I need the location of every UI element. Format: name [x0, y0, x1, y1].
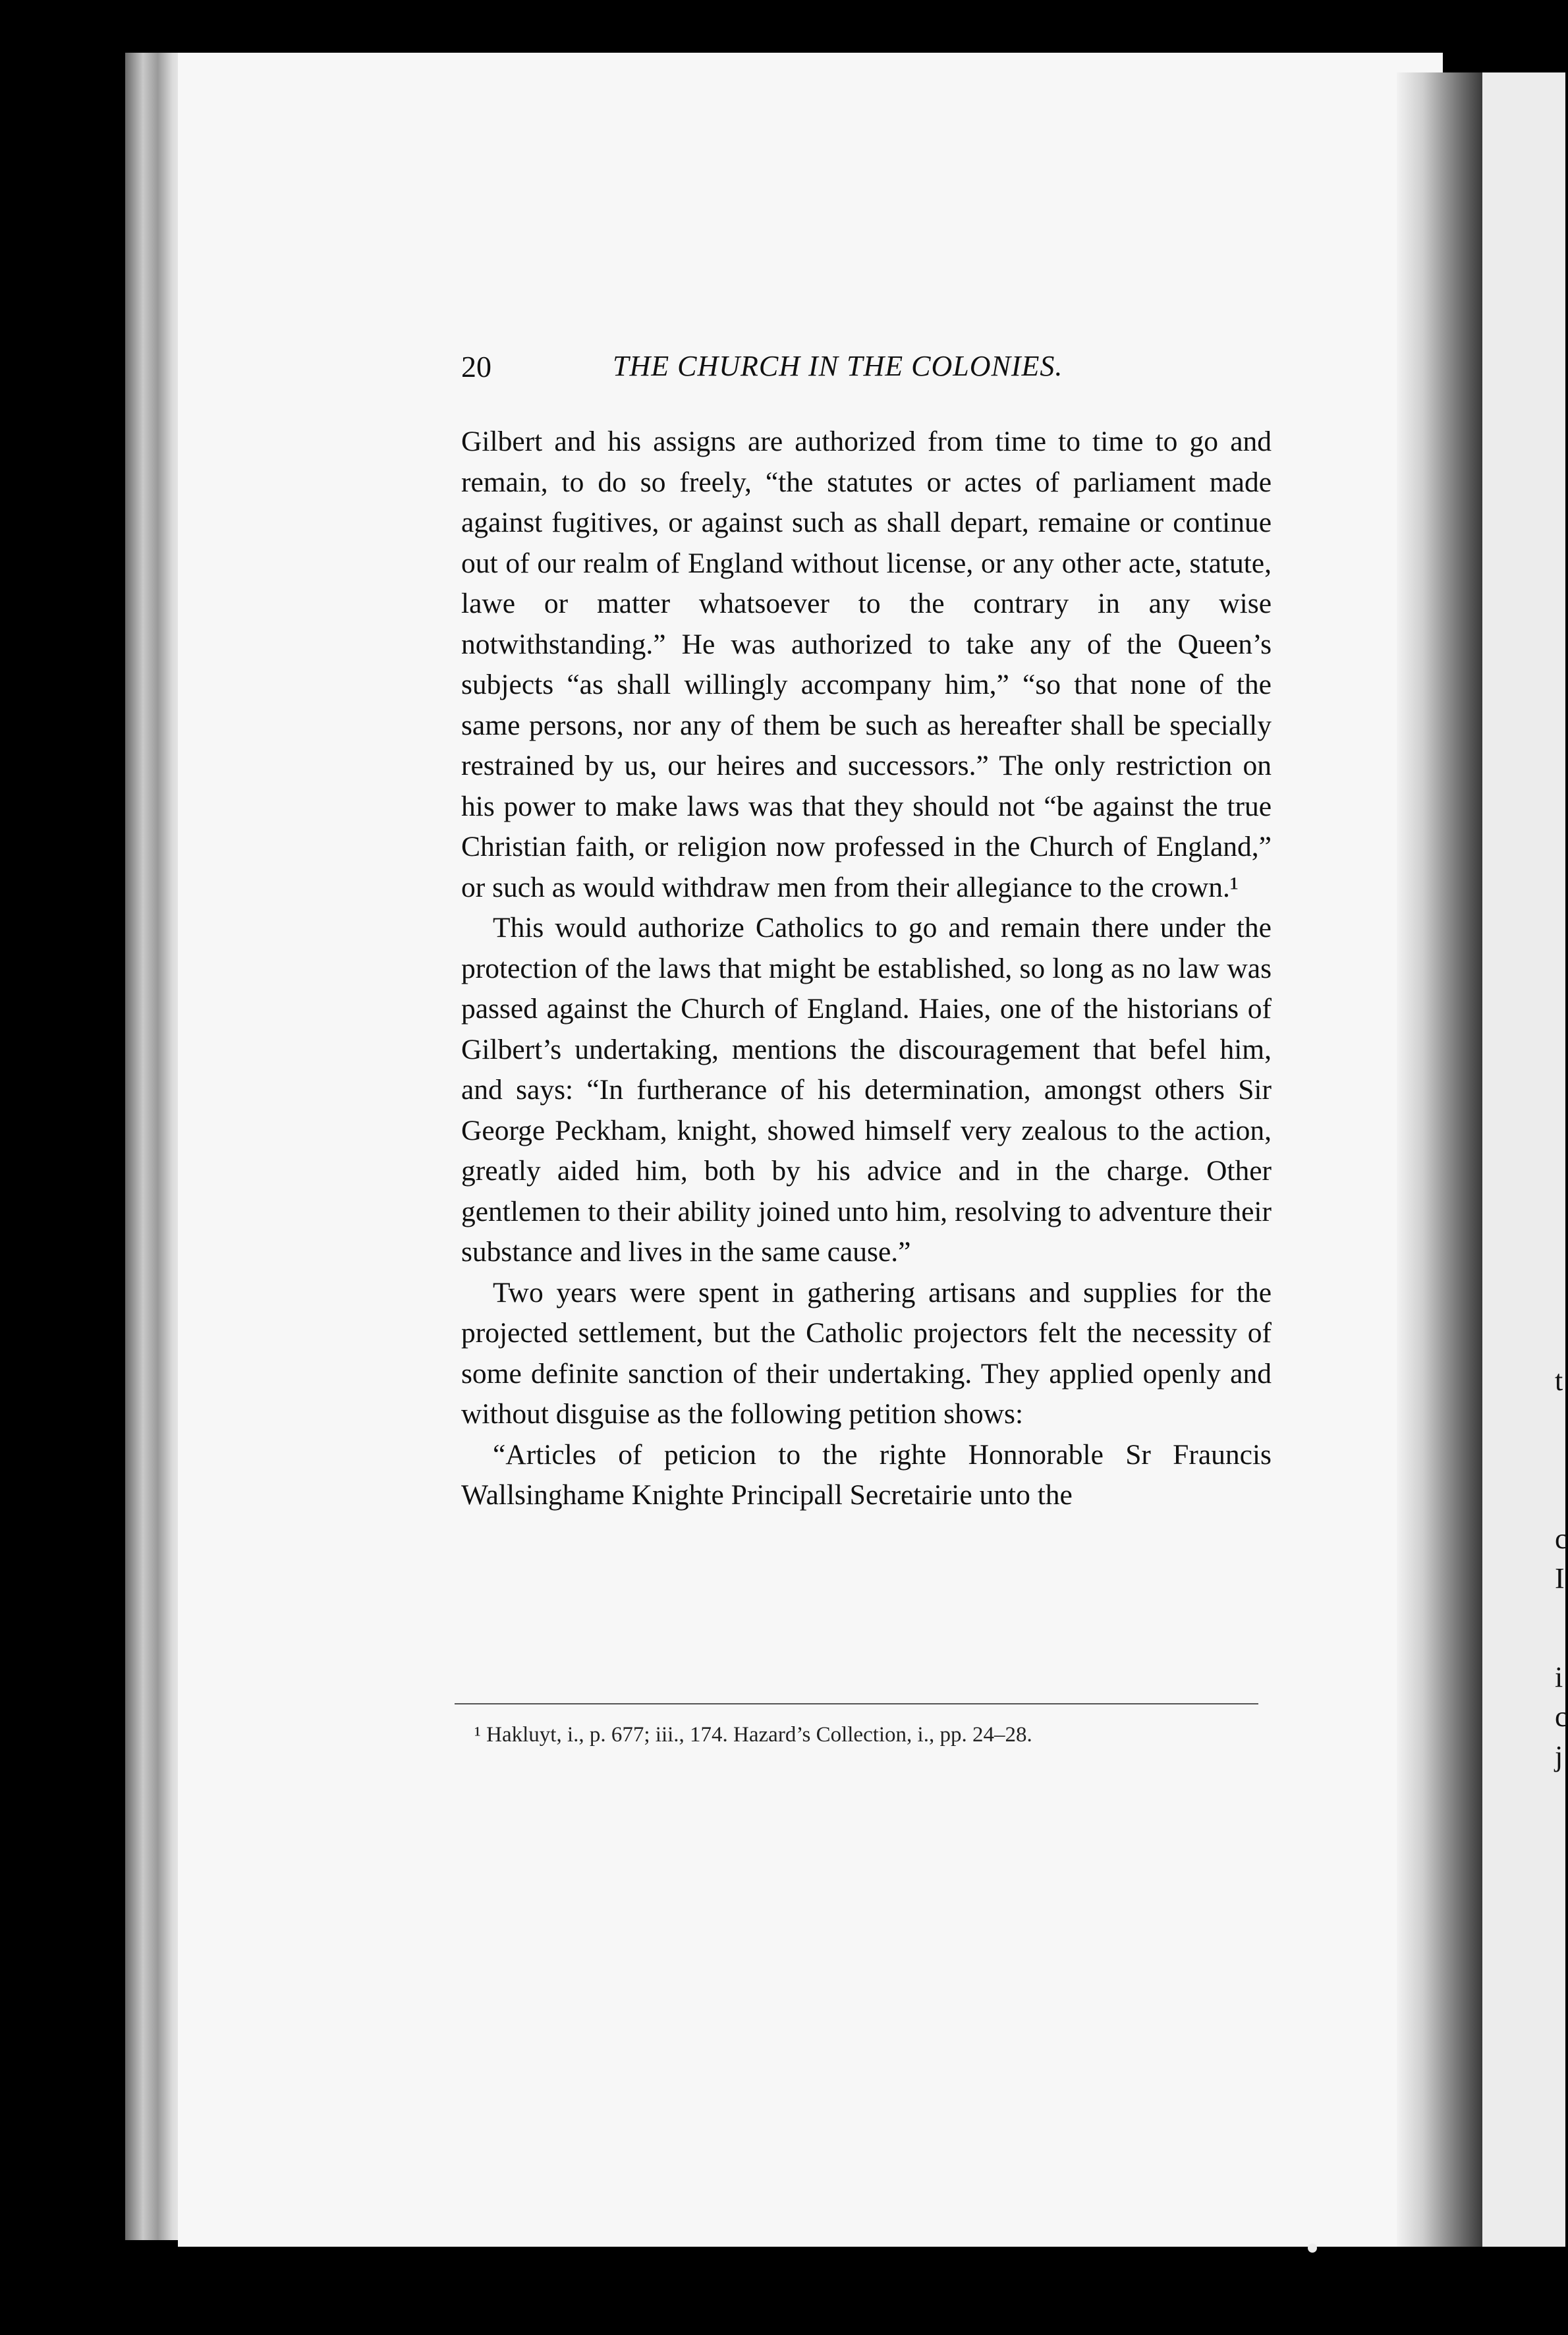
paragraph: “Articles of peticion to the righte Honnorable Sr Frauncis Wallsinghame Knighte Principall Secretairie unto the [461, 1438, 1272, 1511]
facing-page-edge [1482, 72, 1568, 2247]
facing-page-fragment: j [1555, 1740, 1563, 1772]
footnote-rule [455, 1703, 1258, 1704]
scan-speck [1308, 2243, 1317, 2253]
facing-page-fragment: c [1555, 1523, 1568, 1555]
book-gutter-shadow [1397, 72, 1482, 2247]
facing-page-fragment: I [1555, 1562, 1565, 1594]
paragraph: This would authorize Catholics to go and remain there under the protection of the laws that might be established, so long as no law was passed against the Church of England. Haies, one of the historians of Gilbert’s undertaking, mentions the discouragement that befel him, and says: “In furtherance of his determination, amongst others Sir George Peckham, knight, showed himself very zealous to the action, greatly aided him, both by his advice and in the charge. Other gentlemen to their ability joined unto him, resolving to adventure their substance and lives in the same cause.” [461, 912, 1272, 1268]
paragraph: Two years were spent in gathering artisans and supplies for the projected settlement, but the Catholic projectors felt the necessity of some definite sanction of their undertaking. They applied openly and without disguise as the following petition shows: [461, 1276, 1272, 1430]
body-text [461, 422, 1272, 1516]
book-left-edge [125, 53, 184, 2240]
facing-page-fragment: c [1555, 1701, 1568, 1733]
paragraph: Gilbert and his assigns are authorized from time to time to go and remain, to do so freely, “the statutes or actes of parliament made against fugitives, or against such as shall depart, remaine or continue out of our realm of England without license, or any other acte, statute, lawe or matter whatsoever to the contrary in any wise notwithstanding.” He was authorized to take any of the Queen’s subjects “as shall willingly accompany him,” “so that none of the same persons, nor any of them be such as hereafter shall be specially restrained by us, our heires and successors.” The only restriction on his power to make laws was that they should not “be against the true Christian faith, or religion now professed in the Church of England,” or such as would withdraw men from their allegiance to the crown.¹ [461, 426, 1272, 903]
facing-page-fragment: t [1555, 1364, 1563, 1397]
page-number: 20 [461, 350, 491, 383]
running-title: THE CHURCH IN THE COLONIES. [613, 350, 1063, 382]
footnote: ¹ Hakluyt, i., p. 677; iii., 174. Hazard’s Collection, i., pp. 24–28. [474, 1723, 1032, 1747]
facing-page-fragment: i [1555, 1661, 1563, 1693]
